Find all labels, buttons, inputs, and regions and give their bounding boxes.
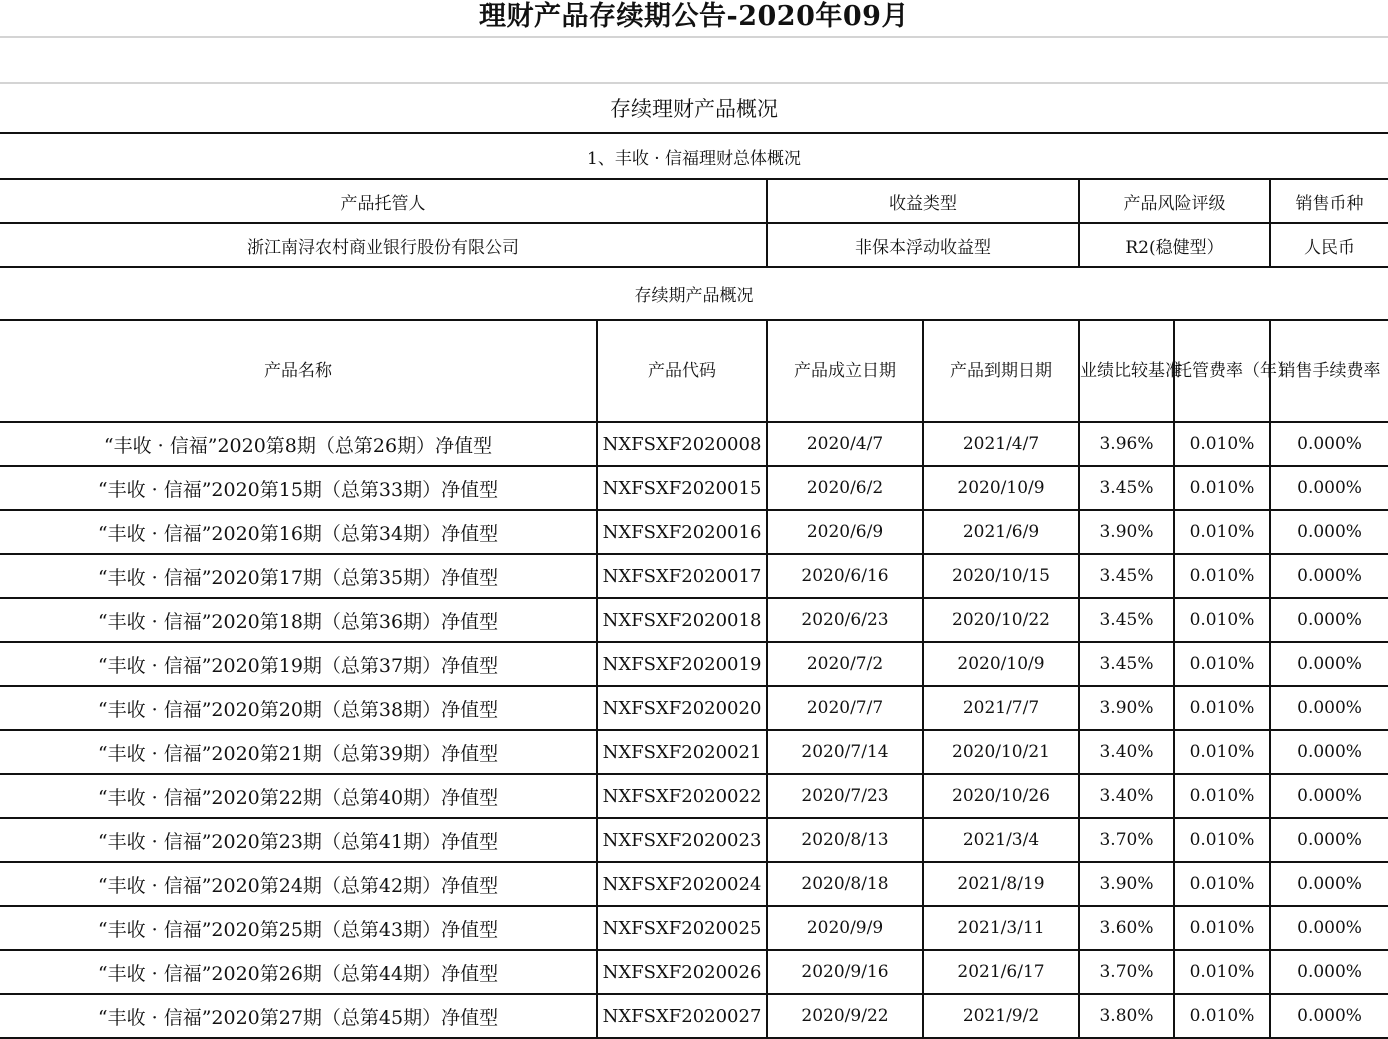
- cell-sales-fee: 0.000%: [1270, 906, 1388, 950]
- cell-product-code: NXFSXF2020027: [597, 994, 767, 1038]
- cell-product-name: “丰收 · 信福”2020第27期（总第45期）净值型: [0, 994, 597, 1038]
- cell-benchmark: 3.90%: [1079, 510, 1174, 554]
- products-subtitle: 存续期产品概况: [0, 267, 1388, 320]
- cell-product-name: “丰收 · 信福”2020第23期（总第41期）净值型: [0, 818, 597, 862]
- cell-sales-fee: 0.000%: [1270, 818, 1388, 862]
- table-row: [0, 906, 1388, 950]
- cell-end-date: 2021/7/7: [923, 686, 1079, 730]
- cell-start-date: 2020/6/16: [767, 554, 923, 598]
- cell-start-date: 2020/9/22: [767, 994, 923, 1038]
- cell-start-date: 2020/9/16: [767, 950, 923, 994]
- cell-product-name: “丰收 · 信福”2020第19期（总第37期）净值型: [0, 642, 597, 686]
- cell-end-date: 2020/10/21: [923, 730, 1079, 774]
- cell-benchmark: 3.70%: [1079, 950, 1174, 994]
- cell-product-code: NXFSXF2020015: [597, 466, 767, 510]
- overview-and-product-table: [0, 134, 1388, 1039]
- cell-custody-fee: 0.010%: [1174, 818, 1270, 862]
- cell-end-date: 2021/3/11: [923, 906, 1079, 950]
- cell-product-name: “丰收 · 信福”2020第17期（总第35期）净值型: [0, 554, 597, 598]
- table-row: [0, 466, 1388, 510]
- overview-value-custodian: 浙江南浔农村商业银行股份有限公司: [0, 223, 767, 267]
- section-title: 存续理财产品概况: [0, 84, 1388, 134]
- cell-sales-fee: 0.000%: [1270, 950, 1388, 994]
- cell-product-code: NXFSXF2020016: [597, 510, 767, 554]
- cell-product-code: NXFSXF2020023: [597, 818, 767, 862]
- cell-benchmark: 3.80%: [1079, 994, 1174, 1038]
- overview-value-income-type: 非保本浮动收益型: [767, 223, 1079, 267]
- cell-sales-fee: 0.000%: [1270, 862, 1388, 906]
- cell-custody-fee: 0.010%: [1174, 906, 1270, 950]
- cell-custody-fee: 0.010%: [1174, 422, 1270, 466]
- blank-spacer-row: [0, 38, 1388, 84]
- header-sales-fee: 销售手续费率: [1270, 320, 1388, 422]
- cell-benchmark: 3.40%: [1079, 730, 1174, 774]
- cell-product-name: “丰收 · 信福”2020第21期（总第39期）净值型: [0, 730, 597, 774]
- cell-product-name: “丰收 · 信福”2020第26期（总第44期）净值型: [0, 950, 597, 994]
- cell-sales-fee: 0.000%: [1270, 598, 1388, 642]
- cell-product-name: “丰收 · 信福”2020第24期（总第42期）净值型: [0, 862, 597, 906]
- cell-sales-fee: 0.000%: [1270, 774, 1388, 818]
- table-row: [0, 994, 1388, 1038]
- cell-custody-fee: 0.010%: [1174, 642, 1270, 686]
- cell-benchmark: 3.96%: [1079, 422, 1174, 466]
- cell-custody-fee: 0.010%: [1174, 994, 1270, 1038]
- header-product-name: 产品名称: [0, 320, 597, 422]
- cell-product-code: NXFSXF2020008: [597, 422, 767, 466]
- cell-product-name: “丰收 · 信福”2020第15期（总第33期）净值型: [0, 466, 597, 510]
- cell-end-date: 2021/8/19: [923, 862, 1079, 906]
- cell-benchmark: 3.45%: [1079, 466, 1174, 510]
- overview-value-risk-rating: R2(稳健型）: [1079, 223, 1270, 267]
- table-row: [0, 862, 1388, 906]
- cell-product-code: NXFSXF2020017: [597, 554, 767, 598]
- cell-product-name: “丰收 · 信福”2020第20期（总第38期）净值型: [0, 686, 597, 730]
- page-title: 理财产品存续期公告-2020年09月: [0, 0, 1388, 38]
- cell-sales-fee: 0.000%: [1270, 994, 1388, 1038]
- cell-benchmark: 3.90%: [1079, 862, 1174, 906]
- cell-product-name: “丰收 · 信福”2020第25期（总第43期）净值型: [0, 906, 597, 950]
- cell-custody-fee: 0.010%: [1174, 950, 1270, 994]
- cell-end-date: 2021/4/7: [923, 422, 1079, 466]
- table-row: [0, 554, 1388, 598]
- cell-product-code: NXFSXF2020022: [597, 774, 767, 818]
- cell-custody-fee: 0.010%: [1174, 730, 1270, 774]
- cell-start-date: 2020/7/14: [767, 730, 923, 774]
- cell-end-date: 2021/6/17: [923, 950, 1079, 994]
- header-start-date: 产品成立日期: [767, 320, 923, 422]
- cell-custody-fee: 0.010%: [1174, 554, 1270, 598]
- cell-benchmark: 3.45%: [1079, 642, 1174, 686]
- cell-end-date: 2021/3/4: [923, 818, 1079, 862]
- product-rows: [0, 422, 1388, 1038]
- header-benchmark: 业绩比较基准: [1079, 320, 1174, 422]
- cell-benchmark: 3.40%: [1079, 774, 1174, 818]
- table-row: [0, 774, 1388, 818]
- cell-start-date: 2020/4/7: [767, 422, 923, 466]
- table-row: [0, 598, 1388, 642]
- header-product-code: 产品代码: [597, 320, 767, 422]
- cell-custody-fee: 0.010%: [1174, 598, 1270, 642]
- cell-end-date: 2021/6/9: [923, 510, 1079, 554]
- cell-start-date: 2020/6/2: [767, 466, 923, 510]
- overview-value-currency: 人民币: [1270, 223, 1388, 267]
- header-custody-fee: 托管费率（年）: [1174, 320, 1270, 422]
- table-row: [0, 686, 1388, 730]
- cell-custody-fee: 0.010%: [1174, 466, 1270, 510]
- cell-benchmark: 3.90%: [1079, 686, 1174, 730]
- cell-start-date: 2020/8/18: [767, 862, 923, 906]
- cell-benchmark: 3.45%: [1079, 598, 1174, 642]
- cell-start-date: 2020/8/13: [767, 818, 923, 862]
- cell-sales-fee: 0.000%: [1270, 642, 1388, 686]
- cell-sales-fee: 0.000%: [1270, 686, 1388, 730]
- cell-start-date: 2020/6/9: [767, 510, 923, 554]
- cell-product-code: NXFSXF2020020: [597, 686, 767, 730]
- overview-header-risk-rating: 产品风险评级: [1079, 179, 1270, 223]
- cell-custody-fee: 0.010%: [1174, 774, 1270, 818]
- cell-end-date: 2020/10/15: [923, 554, 1079, 598]
- table-row: [0, 818, 1388, 862]
- cell-end-date: 2020/10/9: [923, 466, 1079, 510]
- cell-product-code: NXFSXF2020021: [597, 730, 767, 774]
- cell-start-date: 2020/9/9: [767, 906, 923, 950]
- cell-end-date: 2020/10/26: [923, 774, 1079, 818]
- header-end-date: 产品到期日期: [923, 320, 1079, 422]
- cell-sales-fee: 0.000%: [1270, 554, 1388, 598]
- cell-product-name: “丰收 · 信福”2020第16期（总第34期）净值型: [0, 510, 597, 554]
- table-row: [0, 642, 1388, 686]
- overview-header-currency: 销售币种: [1270, 179, 1388, 223]
- cell-product-code: NXFSXF2020019: [597, 642, 767, 686]
- cell-product-code: NXFSXF2020026: [597, 950, 767, 994]
- cell-custody-fee: 0.010%: [1174, 510, 1270, 554]
- cell-sales-fee: 0.000%: [1270, 510, 1388, 554]
- cell-start-date: 2020/7/7: [767, 686, 923, 730]
- cell-sales-fee: 0.000%: [1270, 730, 1388, 774]
- overview-subtitle: 1、丰收 · 信福理财总体概况: [0, 134, 1388, 179]
- overview-header-income-type: 收益类型: [767, 179, 1079, 223]
- cell-product-code: NXFSXF2020025: [597, 906, 767, 950]
- cell-benchmark: 3.70%: [1079, 818, 1174, 862]
- table-row: [0, 510, 1388, 554]
- cell-product-code: NXFSXF2020024: [597, 862, 767, 906]
- cell-start-date: 2020/7/2: [767, 642, 923, 686]
- table-row: [0, 730, 1388, 774]
- table-row: [0, 422, 1388, 466]
- cell-product-name: “丰收 · 信福”2020第22期（总第40期）净值型: [0, 774, 597, 818]
- overview-header-custodian: 产品托管人: [0, 179, 767, 223]
- cell-end-date: 2020/10/9: [923, 642, 1079, 686]
- cell-sales-fee: 0.000%: [1270, 422, 1388, 466]
- cell-end-date: 2021/9/2: [923, 994, 1079, 1038]
- cell-start-date: 2020/7/23: [767, 774, 923, 818]
- table-row: [0, 950, 1388, 994]
- cell-start-date: 2020/6/23: [767, 598, 923, 642]
- cell-benchmark: 3.45%: [1079, 554, 1174, 598]
- cell-custody-fee: 0.010%: [1174, 686, 1270, 730]
- cell-end-date: 2020/10/22: [923, 598, 1079, 642]
- cell-sales-fee: 0.000%: [1270, 466, 1388, 510]
- cell-product-code: NXFSXF2020018: [597, 598, 767, 642]
- cell-product-name: “丰收 · 信福”2020第18期（总第36期）净值型: [0, 598, 597, 642]
- cell-custody-fee: 0.010%: [1174, 862, 1270, 906]
- cell-benchmark: 3.60%: [1079, 906, 1174, 950]
- cell-product-name: “丰收 · 信福”2020第8期（总第26期）净值型: [0, 422, 597, 466]
